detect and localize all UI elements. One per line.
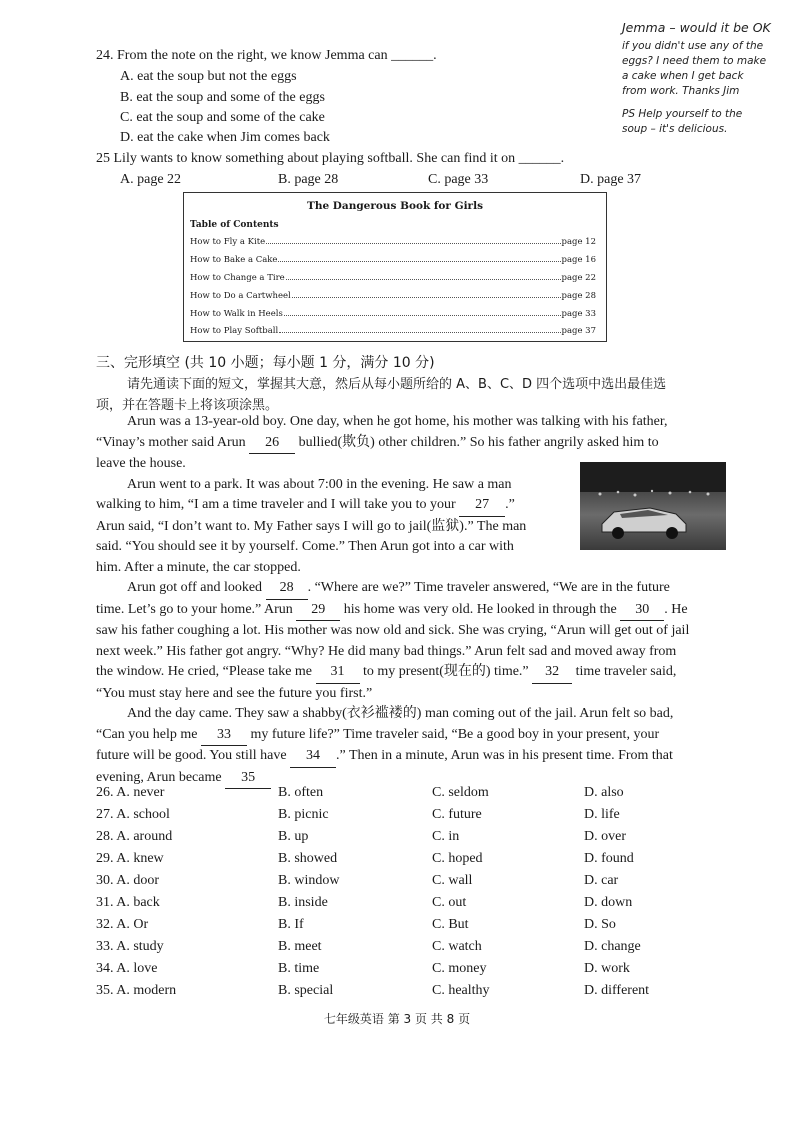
section-heading: 三、完形填空 (共 10 小题；每小题 1 分，满分 10 分) — [96, 355, 435, 371]
passage-text: time. Let’s go to your home.” Arun — [96, 601, 293, 617]
answer-option[interactable]: 27. A. school — [96, 807, 170, 822]
passage-line — [96, 578, 689, 600]
note-line: eggs? I need them to make — [622, 55, 767, 67]
passage-text: Arun got off and looked — [127, 580, 263, 595]
page-footer: 七年级英语 第 3 页 共 8 页 — [323, 1012, 471, 1026]
passage-line: said. “You should see it by yourself. Come.” Then Arun got into a car with — [96, 539, 514, 554]
answer-option[interactable]: 35. A. modern — [96, 983, 177, 998]
toc-item-page: page 33 — [561, 309, 596, 319]
answer-option[interactable]: C. money — [432, 961, 487, 976]
toc-item-page: page 37 — [561, 326, 596, 336]
toc-item-label: How to Play Softball — [190, 326, 279, 336]
passage-text: the window. He cried, “Please take me — [96, 664, 313, 679]
blank-28[interactable]: 28 — [266, 578, 308, 600]
car-icon — [580, 462, 726, 550]
blank-32[interactable]: 32 — [532, 662, 572, 684]
passage-text: “Vinay’s mother said Arun — [96, 434, 246, 450]
note-line: from work. Thanks Jim — [622, 85, 740, 97]
toc-item-label: How to Bake a Cake — [190, 255, 278, 265]
answer-option[interactable]: B. window — [278, 873, 340, 888]
table-of-contents — [183, 192, 607, 342]
answer-option[interactable]: 32. A. Or — [96, 917, 149, 932]
answer-option[interactable]: 33. A. study — [96, 939, 164, 954]
answer-option[interactable]: B. special — [278, 983, 334, 998]
toc-item-label: How to Do a Cartwheel — [190, 291, 291, 301]
passage-text: evening, Arun became — [96, 769, 222, 785]
passage-text: . “Where are we?” Time traveler answered, “We are in the future — [307, 580, 670, 595]
answer-option[interactable]: B. time — [278, 961, 320, 976]
q24-stem: 24. From the note on the right, we know Jemma can ______. — [96, 48, 437, 63]
toc-row — [190, 273, 596, 283]
toc-row — [190, 255, 596, 265]
answer-option[interactable]: D. different — [584, 983, 650, 998]
toc-item-page: page 16 — [561, 255, 596, 265]
passage-text: “Can you help me — [96, 726, 198, 742]
answer-option[interactable]: 26. A. never — [96, 785, 165, 800]
q25-option-d[interactable]: D. page 37 — [580, 172, 642, 187]
answer-option[interactable]: D. work — [584, 961, 630, 976]
section-instruction: 请先通读下面的短文，掌握其大意，然后从每小题所给的 A、B、C、D 四个选项中选出最佳选 — [127, 377, 667, 392]
passage-text: .” — [505, 497, 515, 512]
toc-item-page: page 12 — [561, 237, 596, 247]
passage-line: “You must stay here and see the future you first.” — [96, 685, 373, 701]
blank-33[interactable]: 33 — [201, 725, 247, 747]
answer-option[interactable]: C. out — [432, 895, 467, 910]
passage-line — [96, 433, 689, 455]
passage-text: walking to him, “I am a time traveler and I will take you to your — [96, 497, 456, 512]
passage-line — [96, 746, 689, 768]
passage-line — [96, 662, 689, 684]
toc-item-page: page 28 — [561, 291, 596, 301]
passage-line: saw his father coughing a lot. His mother was now old and sick. She was crying, “Arun will get out of jail — [96, 623, 690, 638]
answer-option[interactable]: C. hoped — [432, 851, 483, 866]
answer-option[interactable]: D. life — [584, 807, 620, 822]
passage-line: next week.” His father got angry. “Why? He did many bad things.” Arun felt sad and moved away from — [96, 643, 677, 659]
passage-text: .” Then in a minute, Arun was in his present time. From that — [336, 748, 673, 763]
toc-row — [190, 309, 596, 319]
answer-option[interactable]: C. healthy — [432, 983, 490, 998]
answer-option[interactable]: C. seldom — [432, 785, 489, 800]
toc-item-label: How to Fly a Kite — [190, 237, 266, 247]
passage-line: Arun was a 13-year-old boy. One day, when he got home, his mother was talking with his father, — [127, 414, 668, 429]
answer-option[interactable]: D. found — [584, 851, 634, 866]
passage-text: future will be good. You still have — [96, 748, 287, 763]
answer-option[interactable]: B. showed — [278, 851, 338, 866]
answer-option[interactable]: 30. A. door — [96, 873, 159, 888]
blank-35[interactable]: 35 — [225, 768, 271, 790]
answer-option[interactable]: C. in — [432, 829, 460, 844]
passage-line — [96, 725, 689, 747]
car-photo — [580, 462, 726, 550]
answer-option[interactable]: 31. A. back — [96, 895, 160, 910]
answer-option[interactable]: D. down — [584, 895, 633, 910]
passage-text: my future life?” Time traveler said, “Be a good boy in your present, your — [250, 726, 660, 742]
passage-line: him. After a minute, the car stopped. — [96, 559, 301, 575]
passage-line: And the day came. They saw a shabby(衣衫褴褛的) man coming out of the jail. Arun felt so bad, — [127, 706, 674, 721]
answer-option[interactable]: B. often — [278, 785, 324, 800]
blank-31[interactable]: 31 — [316, 662, 360, 684]
passage-text: to my present(现在的) time.” — [363, 664, 529, 679]
section-instruction: 项，并在答题卡上将该项涂黑。 — [96, 398, 279, 413]
note-line: a cake when I get back — [622, 70, 744, 82]
answer-option[interactable]: 28. A. around — [96, 829, 173, 844]
answer-option[interactable]: B. up — [278, 829, 309, 844]
answer-option[interactable]: D. change — [584, 939, 641, 954]
passage-line: Arun went to a park. It was about 7:00 in the evening. He saw a man — [127, 476, 512, 492]
answer-option[interactable]: B. inside — [278, 895, 328, 910]
blank-29[interactable]: 29 — [296, 600, 340, 622]
passage-line: leave the house. — [96, 456, 186, 471]
answer-option[interactable]: B. picnic — [278, 807, 329, 822]
blank-26[interactable]: 26 — [249, 433, 295, 455]
answer-option[interactable]: D. So — [584, 917, 616, 932]
answer-option[interactable]: B. meet — [278, 939, 322, 954]
passage-text: bullied(欺负) other children.” So his father angrily asked him to — [298, 434, 659, 450]
q25-stem: 25 Lily wants to know something about playing softball. She can find it on ______. — [96, 151, 565, 166]
blank-27[interactable]: 27 — [459, 495, 505, 517]
q25-option-b[interactable]: B. page 28 — [278, 172, 339, 187]
note-heading: Jemma – would it be OK — [622, 20, 771, 35]
note-line: PS Help yourself to the — [622, 108, 743, 120]
passage-text: . He — [664, 601, 688, 617]
passage-line: Arun said, “I don’t want to. My Father says I will go to jail(监狱).” The man — [96, 518, 527, 534]
answer-option[interactable]: D. car — [584, 873, 619, 888]
answer-option[interactable]: C. wall — [432, 873, 473, 888]
toc-item-page: page 22 — [561, 273, 596, 283]
blank-30[interactable]: 30 — [620, 600, 664, 622]
note-line: if you didn't use any of the — [622, 40, 764, 52]
toc-row — [190, 291, 596, 301]
toc-subtitle: Table of Contents — [190, 220, 279, 230]
toc-item-label: How to Change a Tire — [190, 273, 285, 283]
toc-title: The Dangerous Book for Girls — [307, 200, 483, 212]
toc-row — [190, 326, 596, 336]
toc-row — [190, 237, 596, 247]
q25-option-c[interactable]: C. page 33 — [428, 172, 489, 187]
q24-option-c[interactable]: C. eat the soup and some of the cake — [120, 110, 325, 125]
answer-option[interactable]: 34. A. love — [96, 961, 158, 976]
q24-option-d[interactable]: D. eat the cake when Jim comes back — [120, 130, 330, 145]
answer-option[interactable]: C. watch — [432, 939, 482, 954]
answer-option[interactable]: C. But — [432, 917, 469, 932]
q25-option-a[interactable]: A. page 22 — [120, 172, 182, 187]
handwritten-note — [622, 20, 772, 137]
answer-option[interactable]: C. future — [432, 807, 482, 822]
answer-option[interactable]: B. If — [278, 917, 304, 932]
q24-option-a[interactable]: A. eat the soup but not the eggs — [120, 69, 297, 84]
answer-option[interactable]: D. also — [584, 785, 624, 800]
blank-34[interactable]: 34 — [290, 746, 336, 768]
answer-option[interactable]: 29. A. knew — [96, 851, 164, 866]
q24-option-b[interactable]: B. eat the soup and some of the eggs — [120, 90, 325, 105]
passage-line — [96, 600, 689, 622]
toc-item-label: How to Walk in Heels — [190, 309, 283, 319]
passage-text: his home was very old. He looked in through the — [343, 601, 617, 617]
passage-text: time traveler said, — [575, 664, 677, 679]
note-line: soup – it's delicious. — [622, 123, 728, 135]
answer-option[interactable]: D. over — [584, 829, 626, 844]
